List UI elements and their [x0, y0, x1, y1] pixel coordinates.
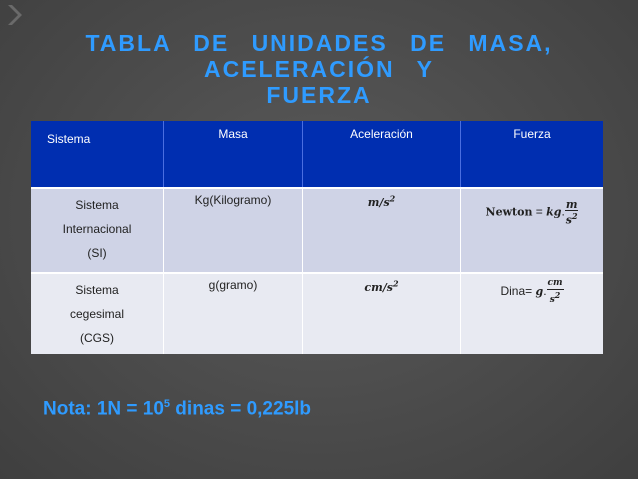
cell-masa: Kg(Kilogramo)	[164, 188, 303, 273]
cell-sistema	[31, 188, 164, 273]
note-text: Nota: $1N = 10^5$ dinas = 0,225lb	[43, 398, 312, 420]
sistema-line: (SI)	[87, 246, 107, 260]
cell-masa: g(gramo)	[164, 273, 303, 354]
force-formula: Dina= g. $\frac{cm}{s^2}$	[500, 278, 563, 305]
force-formula: Newton = kg. $\frac{m}{s^2}$	[485, 198, 578, 227]
header-sistema: Sistema	[31, 121, 164, 188]
sistema-line: cegesimal	[69, 307, 125, 321]
sistema-line: (CGS)	[80, 331, 114, 345]
cell-fuerza	[461, 273, 604, 354]
acceleration-formula: $m/s^2$	[367, 193, 396, 209]
table-header-row	[31, 121, 603, 188]
cell-aceleracion	[303, 188, 461, 273]
title-line-2: FUERZA	[266, 82, 372, 108]
acceleration-formula: $cm/s^2$	[364, 278, 399, 294]
cell-fuerza	[461, 188, 604, 273]
header-masa: Masa	[164, 121, 303, 188]
cell-sistema	[31, 273, 164, 354]
table-row	[31, 273, 603, 354]
cell-aceleracion	[303, 273, 461, 354]
header-fuerza: Fuerza	[461, 121, 604, 188]
slide-title	[0, 30, 638, 108]
sistema-line: Sistema	[75, 198, 119, 212]
units-table	[31, 121, 603, 354]
title-line-1: TABLA DE UNIDADES DE MASA, ACELERACIÓN Y	[85, 30, 553, 82]
sistema-line: Internacional	[62, 222, 132, 236]
sistema-line: Sistema	[75, 283, 119, 297]
chevron-icon	[0, 0, 30, 30]
table-row	[31, 188, 603, 273]
header-aceleracion: Aceleración	[303, 121, 461, 188]
